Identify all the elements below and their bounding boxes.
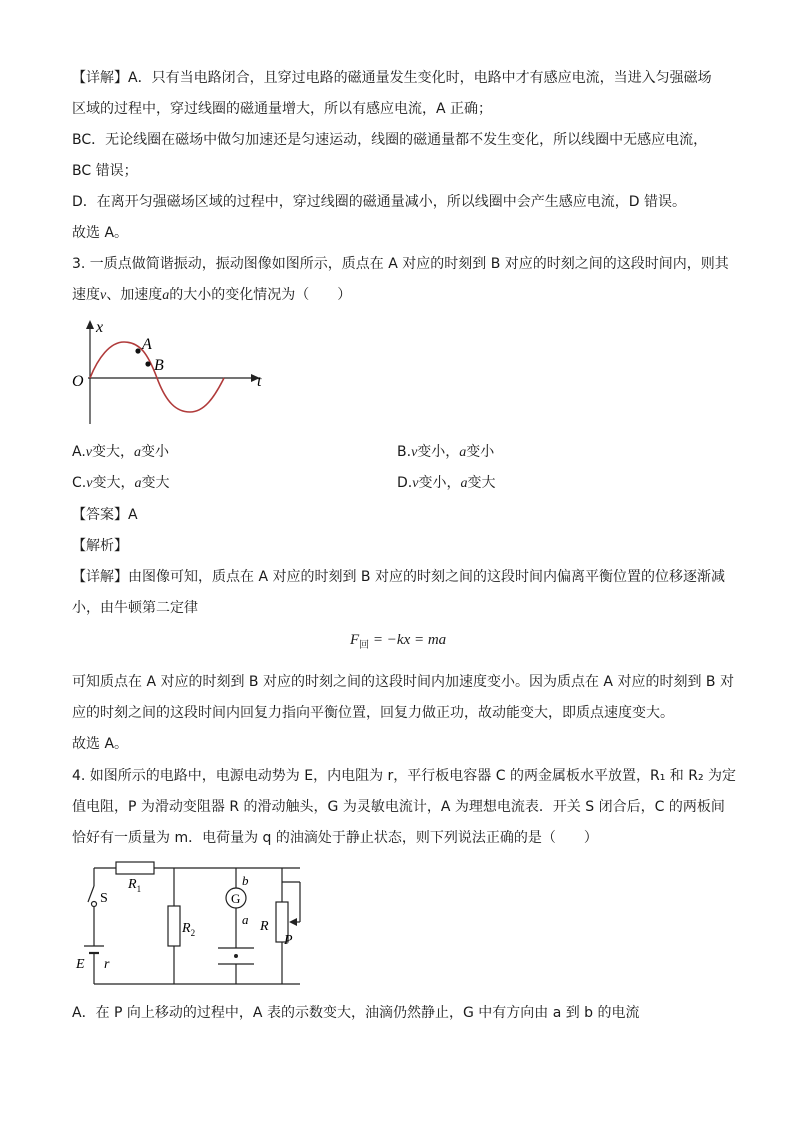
point-B [145, 361, 150, 366]
label-a: a [242, 912, 249, 927]
option-text: 变小， [418, 475, 461, 491]
var-a: a [460, 476, 468, 491]
var-v: v [100, 288, 107, 303]
label-b: b [242, 873, 249, 888]
switch-S [88, 886, 94, 902]
var-v: v [412, 476, 419, 491]
q3-conclusion: 故选 A。 [72, 736, 129, 752]
q3-detail-line2: 小，由牛顿第二定律 [72, 600, 198, 616]
q3-stem-line1: 3. 一质点做简谐振动，振动图像如图所示，质点在 A 对应的时刻到 B 对应的时刻之间的这段时间内，则其 [72, 256, 729, 272]
label-R1-sub: 1 [136, 884, 142, 894]
label-G: G [231, 891, 241, 906]
point-B-label: B [154, 357, 164, 374]
q3-stem-text: 的大小的变化情况为（ ） [169, 287, 352, 303]
label-R1 [127, 877, 141, 894]
q3-detail-line4: 应的时刻之间的这段时间内回复力指向平衡位置，回复力做正功，故动能变大，即质点速度变大。 [72, 705, 674, 721]
option-c[interactable] [72, 473, 169, 494]
resistor-R1 [116, 862, 154, 874]
newton-equation [350, 632, 446, 651]
q2-explain-line4: BC 错误； [72, 163, 138, 179]
option-key: D. [397, 475, 413, 491]
q4-stem-line3: 恰好有一质量为 m．电荷量为 q 的油滴处于静止状态，则下列说法正确的是（ ） [72, 830, 598, 846]
q3-analysis-heading: 【解析】 [72, 538, 128, 554]
option-text: 变大 [467, 475, 496, 491]
var-a: a [162, 288, 170, 303]
sine-curve [90, 342, 224, 412]
option-text: 变小， [417, 444, 460, 460]
option-text: 变大 [141, 475, 170, 491]
label-R2-sub: 2 [190, 928, 196, 938]
option-a[interactable] [72, 442, 169, 463]
var-a: a [134, 476, 142, 491]
option-key: B. [397, 444, 412, 460]
var-a: a [459, 445, 467, 460]
label-E: E [76, 957, 85, 972]
q3-stem-text: 、加速度 [106, 287, 163, 303]
eq-F: F [350, 632, 360, 648]
eq-rest: = −kx = ma [369, 632, 447, 648]
q3-stem-line2 [72, 285, 351, 306]
q4-stem-line1: 4. 如图所示的电路中，电源电动势为 E，内电阻为 r，平行板电容器 C 的两金属板水平放置，R₁ 和 R₂ 为定 [72, 768, 737, 784]
label-R2-main: R [182, 921, 191, 936]
q4-stem-line2: 值电阻，P 为滑动变阻器 R 的滑动触头，G 为灵敏电流计，A 为理想电流表．开关 S 闭合后，C 的两板间 [72, 799, 725, 815]
q3-detail-line1: 【详解】由图像可知，质点在 A 对应的时刻到 B 对应的时刻之间的这段时间内偏离平衡位置的位移逐渐减 [72, 569, 725, 585]
x-axis-label: x [96, 319, 104, 336]
option-b[interactable] [397, 442, 494, 463]
oil-drop [234, 954, 238, 958]
point-A [135, 348, 140, 353]
q3-detail-line3: 可知质点在 A 对应的时刻到 B 对应的时刻之间的这段时间内加速度变小。因为质点在 A 对应的时刻到 B 对 [72, 674, 734, 690]
q2-explain-line5: D．在离开匀强磁场区域的过程中，穿过线圈的磁通量减小，所以线圈中会产生感应电流，D 错误。 [72, 194, 687, 210]
q4-option-a[interactable]: A．在 P 向上移动的过程中，A 表的示数变大，油滴仍然静止，G 中有方向由 a 到 b 的电流 [72, 1005, 640, 1021]
slider-arrow [289, 918, 297, 926]
option-key: C. [72, 475, 87, 491]
option-text: 变大， [92, 444, 134, 460]
q2-explain-line2: 区域的过程中，穿过线圈的磁通量增大，所以有感应电流，A 正确； [72, 101, 493, 117]
var-v: v [411, 445, 418, 460]
option-text: 变小 [141, 444, 169, 460]
x-axis-arrow [86, 320, 94, 329]
circuit-diagram [70, 852, 310, 994]
resistor-R2 [168, 906, 180, 946]
vibration-graph [68, 312, 278, 430]
var-v: v [86, 476, 93, 491]
q2-explain-line3: BC．无论线圈在磁场中做匀加速还是匀速运动，线圈的磁通量都不发生变化，所以线圈中无感应电流， [72, 132, 708, 148]
origin-label: O [72, 373, 84, 390]
q3-answer: 【答案】A [72, 507, 138, 523]
option-key: A. [72, 444, 86, 460]
label-r: r [104, 957, 110, 972]
t-axis-label: t [257, 373, 262, 390]
label-S: S [100, 891, 108, 906]
var-v: v [85, 445, 92, 460]
option-d[interactable] [397, 473, 495, 494]
q2-explain-line1: 【详解】A．只有当电路闭合，且穿过电路的磁通量发生变化时，电路中才有感应电流，当进入匀强磁场 [72, 70, 712, 86]
q2-conclusion: 故选 A。 [72, 225, 129, 241]
option-text: 变大， [92, 475, 135, 491]
label-R1-main: R [128, 877, 137, 892]
label-P: P [284, 933, 293, 948]
var-a: a [134, 445, 141, 460]
eq-sub: 回 [359, 640, 370, 651]
option-text: 变小 [466, 444, 495, 460]
point-A-label: A [142, 336, 152, 353]
label-R2 [181, 921, 195, 938]
q3-stem-text: 速度 [72, 287, 100, 303]
label-R: R [260, 919, 269, 934]
